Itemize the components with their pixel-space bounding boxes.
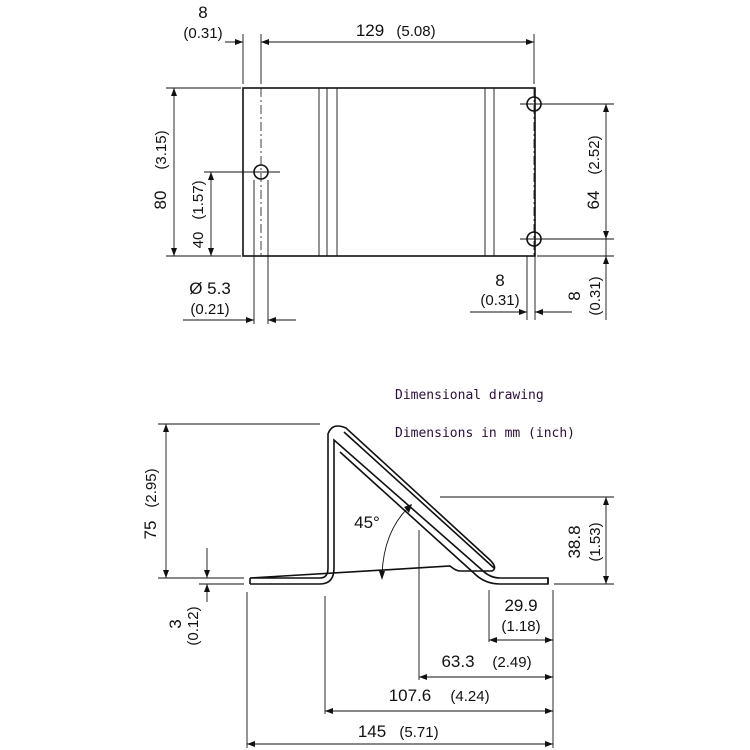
dim-rise-in: (1.53) [587, 522, 604, 562]
dim-top-edge-in: (0.31) [183, 25, 223, 42]
dim-total-mm: 145 [357, 722, 387, 741]
dim-63-mm: 63.3 [441, 652, 475, 671]
drawing-title: Dimensional drawing [395, 388, 544, 403]
dim-right-edge-in: (0.31) [480, 292, 520, 309]
bracket-profile [250, 426, 495, 578]
bend-lines-right [485, 88, 494, 256]
dim-side-height-mm: 75 [141, 520, 160, 540]
dim-right-edge-mm: 8 [495, 271, 505, 290]
bracket-profile-inner [250, 440, 548, 584]
dim-hole-spacing-in: (2.52) [586, 135, 603, 175]
dim-side-height-in: (2.95) [143, 468, 160, 508]
dim-top-edge-mm: 8 [198, 3, 208, 22]
dim-total [247, 722, 553, 747]
dim-bottom-edge-in: (0.31) [587, 276, 604, 316]
dim-hole-diameter-mm: Ø 5.3 [189, 279, 231, 298]
top-view [151, 3, 614, 324]
dim-angle-text: 45° [354, 513, 380, 532]
dim-bottom-edge [537, 239, 614, 320]
dim-top-length-in: (5.08) [396, 23, 436, 40]
dim-top-edge [183, 3, 269, 84]
dim-flange [489, 596, 553, 643]
dim-hole-height-mm: 40 [190, 231, 207, 249]
dim-thickness-mm: 3 [166, 619, 185, 629]
dim-63 [419, 652, 553, 680]
dim-height-mm: 80 [151, 190, 170, 210]
dim-hole-spacing [544, 104, 614, 239]
dim-top-length-mm: 129 [355, 21, 385, 40]
bend-lines-left [319, 88, 337, 256]
dim-flange-mm: 29.9 [504, 596, 538, 615]
dim-height-in: (3.15) [153, 130, 170, 170]
dim-hole-diameter-in: (0.21) [190, 301, 230, 318]
bracket-outline [243, 88, 535, 256]
dim-107-in: (4.24) [450, 688, 490, 705]
dim-63-in: (2.49) [492, 654, 532, 671]
dim-hole-height [190, 172, 254, 256]
dim-right-edge [470, 256, 572, 320]
dim-top-length [261, 21, 534, 84]
side-view [141, 424, 614, 748]
dim-rise-mm: 38.8 [565, 525, 584, 559]
dim-flange-in: (1.18) [501, 618, 541, 635]
dim-bottom-edge-mm: 8 [565, 291, 584, 301]
dim-total-in: (5.71) [399, 724, 439, 741]
dim-thickness-in: (0.12) [185, 606, 202, 646]
dim-hole-height-in: (1.57) [190, 180, 207, 220]
dim-hole-spacing-mm: 64 [584, 190, 603, 210]
dim-side-height [141, 424, 320, 578]
units-note: Dimensions in mm (inch) [395, 426, 576, 441]
dim-107-mm: 107.6 [388, 686, 432, 705]
dim-thickness [166, 548, 244, 646]
dim-107 [325, 686, 553, 714]
